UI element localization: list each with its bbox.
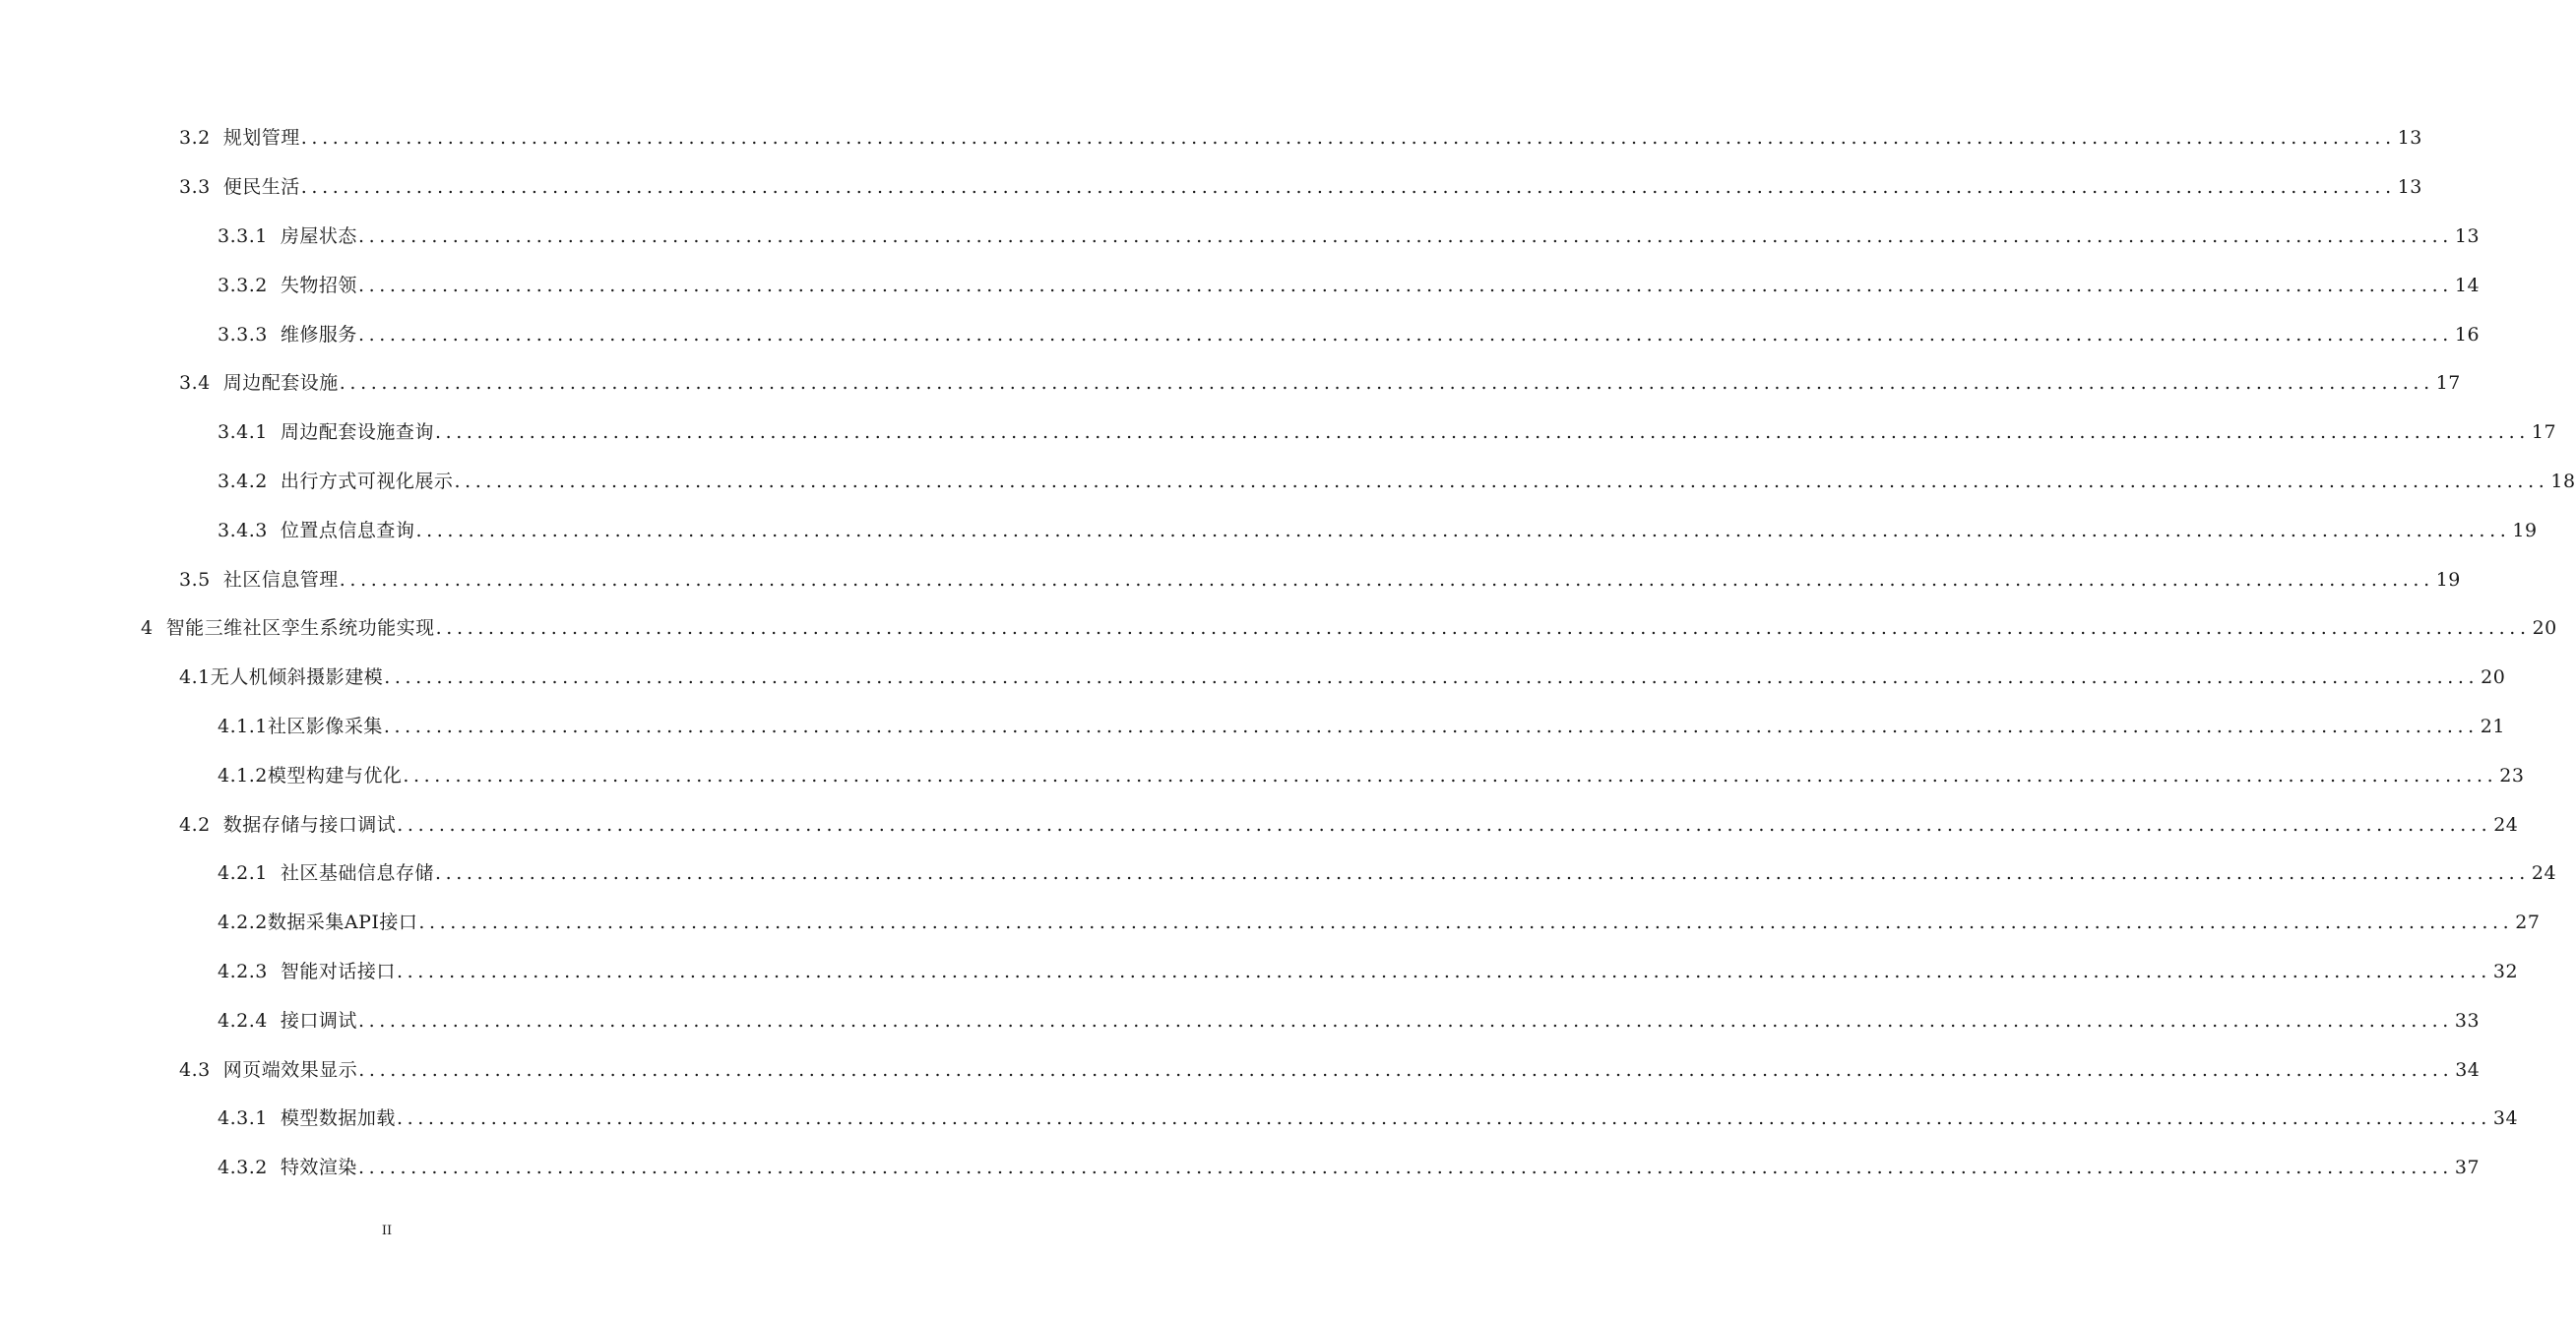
toc-entry-title: 3.3 便民生活 bbox=[179, 176, 300, 199]
toc-page-number: 17 bbox=[2531, 421, 2557, 444]
toc-dot-leader: ........................................................................................................................................................................................................ bbox=[435, 617, 2531, 640]
toc-entry-title: 4.2.2数据采集API接口 bbox=[218, 912, 418, 934]
toc-page-number: 34 bbox=[2492, 1107, 2519, 1130]
toc-page-number: 23 bbox=[2499, 764, 2525, 787]
toc-entry[interactable] bbox=[0, 310, 2481, 359]
toc-dot-leader: ........................................................................................................................................................................................................ bbox=[418, 912, 2514, 934]
toc-dot-leader: ........................................................................................................................................................................................................ bbox=[357, 274, 2453, 296]
toc-dot-leader: ........................................................................................................................................................................................................ bbox=[357, 323, 2453, 346]
toc-entry-title: 4.2.1 社区基础信息存储 bbox=[218, 862, 434, 885]
toc-dot-leader: ........................................................................................................................................................................................................ bbox=[396, 960, 2491, 982]
toc-entry[interactable] bbox=[0, 604, 2557, 654]
toc-dot-leader: ........................................................................................................................................................................................................ bbox=[300, 127, 2396, 150]
toc-entry-title: 4.1.2模型构建与优化 bbox=[218, 764, 403, 787]
toc-dot-leader: ........................................................................................................................................................................................................ bbox=[383, 715, 2479, 737]
toc-dot-leader: ........................................................................................................................................................................................................ bbox=[415, 519, 2511, 541]
toc-page-number: 32 bbox=[2492, 960, 2519, 982]
toc-entry[interactable] bbox=[0, 654, 2506, 703]
toc-entry-title: 3.4.1 周边配套设施查询 bbox=[218, 421, 434, 444]
toc-page-number: 34 bbox=[2455, 1058, 2481, 1081]
toc-entry[interactable] bbox=[0, 899, 2541, 948]
toc-dot-leader: ........................................................................................................................................................................................................ bbox=[300, 176, 2396, 199]
toc-entry-title: 3.5 社区信息管理 bbox=[179, 568, 339, 591]
toc-entry-title: 4.2 数据存储与接口调试 bbox=[179, 813, 397, 836]
toc-page-number: 24 bbox=[2493, 813, 2519, 836]
toc-entry-title: 3.3.1 房屋状态 bbox=[218, 224, 357, 247]
toc-entry-title: 3.4.2 出行方式可视化展示 bbox=[218, 470, 454, 492]
toc-dot-leader: ........................................................................................................................................................................................................ bbox=[357, 1157, 2453, 1179]
toc-entry-title: 3.3.3 维修服务 bbox=[218, 323, 357, 346]
toc-entry[interactable] bbox=[0, 850, 2557, 899]
toc-entry[interactable] bbox=[0, 163, 2422, 213]
toc-page-number: 19 bbox=[2435, 568, 2461, 591]
toc-page-number: 13 bbox=[2454, 224, 2481, 247]
toc-dot-leader: ........................................................................................................................................................................................................ bbox=[339, 568, 2434, 591]
toc-entry-title: 4.2.3 智能对话接口 bbox=[218, 960, 396, 982]
toc-dot-leader: ........................................................................................................................................................................................................ bbox=[357, 224, 2453, 247]
toc-entry[interactable] bbox=[0, 261, 2481, 310]
toc-entry[interactable] bbox=[0, 800, 2519, 850]
toc-entry[interactable] bbox=[0, 1045, 2481, 1095]
toc-entry-title: 4.3.1 模型数据加载 bbox=[218, 1107, 396, 1130]
toc-entry-title: 3.4 周边配套设施 bbox=[179, 372, 339, 395]
toc-entry-title: 4.2.4 接口调试 bbox=[218, 1009, 357, 1032]
toc-entry[interactable] bbox=[0, 458, 2576, 507]
toc-page-number: 13 bbox=[2397, 127, 2422, 150]
toc-page-number: 27 bbox=[2515, 912, 2541, 934]
toc-entry[interactable] bbox=[0, 555, 2461, 604]
toc-entry[interactable] bbox=[0, 213, 2481, 262]
toc-entry[interactable] bbox=[0, 703, 2505, 752]
toc-page-number: 37 bbox=[2454, 1157, 2481, 1179]
toc-page-number: 17 bbox=[2435, 372, 2461, 395]
toc-page-number: 24 bbox=[2531, 862, 2557, 885]
toc-dot-leader: ........................................................................................................................................................................................................ bbox=[396, 1107, 2491, 1130]
toc-dot-leader: ........................................................................................................................................................................................................ bbox=[339, 372, 2434, 395]
toc-entry[interactable] bbox=[0, 114, 2422, 163]
toc-dot-leader: ........................................................................................................................................................................................................ bbox=[397, 813, 2492, 836]
table-of-contents bbox=[0, 114, 2576, 1193]
toc-entry[interactable] bbox=[0, 359, 2461, 409]
toc-entry-title: 3.4.3 位置点信息查询 bbox=[218, 519, 415, 541]
toc-dot-leader: ........................................................................................................................................................................................................ bbox=[358, 1058, 2454, 1081]
toc-entry[interactable] bbox=[0, 996, 2481, 1045]
toc-entry[interactable] bbox=[0, 948, 2519, 997]
toc-page-number: 16 bbox=[2454, 323, 2481, 346]
toc-dot-leader: ........................................................................................................................................................................................................ bbox=[454, 470, 2549, 492]
toc-entry-title: 4.3.2 特效渲染 bbox=[218, 1157, 357, 1179]
toc-dot-leader: ........................................................................................................................................................................................................ bbox=[384, 666, 2480, 689]
toc-entry-title: 4 智能三维社区孪生系统功能实现 bbox=[141, 617, 435, 640]
toc-dot-leader: ........................................................................................................................................................................................................ bbox=[434, 421, 2530, 444]
toc-page-number: 33 bbox=[2454, 1009, 2481, 1032]
toc-page-number: 13 bbox=[2397, 176, 2422, 199]
toc-page-number: 14 bbox=[2454, 274, 2481, 296]
toc-entry[interactable] bbox=[0, 751, 2525, 800]
toc-page-number: 20 bbox=[2481, 666, 2506, 689]
toc-dot-leader: ........................................................................................................................................................................................................ bbox=[403, 764, 2498, 787]
toc-dot-leader: ........................................................................................................................................................................................................ bbox=[434, 862, 2530, 885]
toc-entry-title: 4.1无人机倾斜摄影建模 bbox=[179, 666, 384, 689]
toc-entry-title: 4.3 网页端效果显示 bbox=[179, 1058, 358, 1081]
toc-entry[interactable] bbox=[0, 409, 2557, 458]
toc-page-number: 19 bbox=[2512, 519, 2538, 541]
toc-entry[interactable] bbox=[0, 1095, 2519, 1144]
toc-entry-title: 4.1.1社区影像采集 bbox=[218, 715, 383, 737]
toc-page-number: 21 bbox=[2480, 715, 2505, 737]
toc-dot-leader: ........................................................................................................................................................................................................ bbox=[357, 1009, 2453, 1032]
page-footer-number: II bbox=[381, 1224, 393, 1238]
toc-entry-title: 3.3.2 失物招领 bbox=[218, 274, 357, 296]
toc-entry[interactable] bbox=[0, 506, 2538, 555]
toc-page-number: 20 bbox=[2532, 617, 2557, 640]
toc-page-number: 18 bbox=[2550, 470, 2576, 492]
toc-entry-title: 3.2 规划管理 bbox=[179, 127, 300, 150]
toc-entry[interactable] bbox=[0, 1144, 2481, 1193]
